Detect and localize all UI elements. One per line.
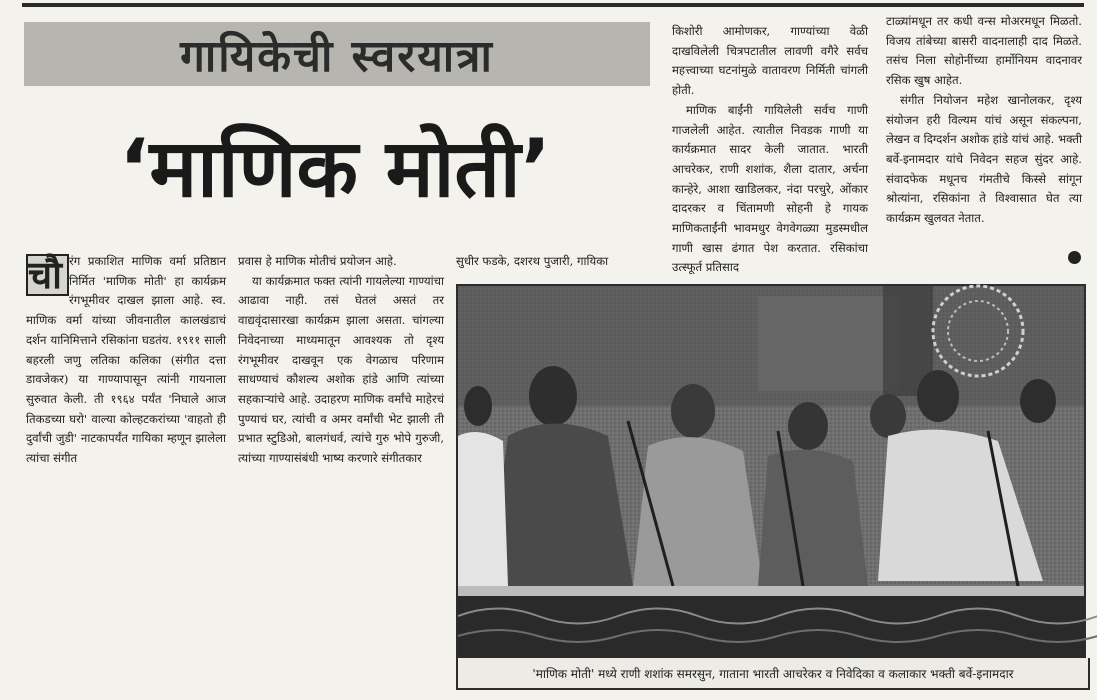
article-column-3 xyxy=(456,252,652,274)
column-4-paragraph-2: माणिक बाईंनी गायिलेली सर्वच गाणी गाजलेली आहेत. त्यातील निवडक गाणी या कार्यक्रमात सादर केली जातात. भारती आचरेकर, राणी शशांक, शैला दातार, अर्चना कान्हेरे, आशा खाडिलकर, नंदा परचुरे, ओंकार दादरकर व चिंतामणी सोहनी हे गायक माणिकताईंनी भावमधुर वेगवेगळ्या मुडस्मधील गाणी खास ढंगात पेश करतात. रसिकांचा उत्स्फूर्त प्रतिसाद xyxy=(672,102,868,275)
column-4-paragraph-1: किशोरी आमोणकर, गाण्यांच्या वेळी दाखविलेली चित्रपटातील लावणी वगैरे सर्वच महत्त्वाच्या घटनांमुळे वातावरण निर्मिती चांगली होती. xyxy=(672,24,868,98)
column-1-text: रंग प्रकाशित माणिक वर्मा प्रतिष्ठान निर्मित 'माणिक मोती' हा कार्यक्रम रंगभूमीवर दाखल झाला आहे. स्व. माणिक वर्मा यांच्या जीवनातील कालखंडाचं दर्शन यानिमित्ताने रसिकांना घडतंय. १९११ साली बहरली जणु लतिका कलिका (संगीत दत्ता डावजेकर) या गाण्यापासून त्यांनी गायनाला सुरुवात केली. ती १९६४ पर्यंत 'निघाले आज तिकडच्या घरो' वाल्या कोल्हटकरांच्या 'वाहतो ही दुर्वांची जुडी' नाटकापर्यंत गायिका म्हणून झालेला त्यांचा संगीत xyxy=(26,254,226,466)
column-2-paragraph-2: या कार्यक्रमात फक्त त्यांनी गायलेल्या गाण्यांचा आढावा नाही. तसं घेतलं असतं तर वाद्यवृंदासारखा कार्यक्रम झाला असता. चांगल्या निवेदनाच्या माध्यमातून आवश्यक तो दृश्य रंगभूमीवर दाखवून एक वेगळाच परिणाम साधण्याचं कौशल्य अशोक हांडे आणि त्यांच्या सहकाऱ्यांचे आहे. उदाहरण माणिक वर्मांचे माहेरचं पुण्याचं घर, त्यांची व अमर वर्मांची भेट झाली ती प्रभात स्टुडिओ, बालगंधर्व, त्यांचे गुरु भोपे गुरुजी, त्यांच्या गाण्यासंबंधी भाष्य करणारे संगीतकार xyxy=(238,273,444,466)
article-column-5 xyxy=(886,12,1082,267)
stage-photo-illustration xyxy=(458,286,1084,658)
column-3-text: सुधीर फडके, दशरथ पुजारी, गायिका xyxy=(456,254,609,268)
article-column-2 xyxy=(238,252,444,510)
top-rule xyxy=(22,3,1084,7)
kicker-heading: गायिकेची स्वरयात्रा xyxy=(24,22,650,86)
column-5-paragraph-2: संगीत नियोजन महेश खानोलकर, दृश्य संयोजन हरी विल्यम यांचं असून संकल्पना, लेखन व दिग्दर्शन अशोक हांडे यांचं आहे. भक्ती बर्वे-इनामदार यांचे निवेदन सहज सुंदर आहे. संवादफेक मधूनच गंमतीचे किस्से सांगून श्रोत्यांना, रसिकांना ते विश्वासात घेत त्या कार्यक्रम खुलवत नेतात. xyxy=(886,92,1082,226)
column-2-paragraph-1: प्रवास हे माणिक मोतीचं प्रयोजन आहे. xyxy=(238,254,397,268)
end-of-article-bullet xyxy=(1068,251,1081,264)
photo-caption-text: 'माणिक मोती' मध्ये राणी शशांक समरसुन, गाताना भारती आचरेकर व निवेदिका व कलाकार भक्ती बर्वे-इनामदार xyxy=(532,666,1014,681)
article-column-4 xyxy=(672,22,868,275)
article-column-1 xyxy=(26,252,226,512)
stage-photo xyxy=(456,284,1086,660)
column-5-paragraph-1: टाळ्यांमधून तर कधी वन्स मोअरमधून मिळतो. विजय तांबेच्या बासरी वादनालाही दाद मिळते. तसंच निला सोहोनींच्या हार्मोनियम वादनावर रसिक खुष आहेत. xyxy=(886,14,1082,88)
photo-caption xyxy=(456,658,1090,690)
drop-cap: चौ xyxy=(26,254,69,296)
article-headline: ‘माणिक मोती’ xyxy=(118,122,552,215)
